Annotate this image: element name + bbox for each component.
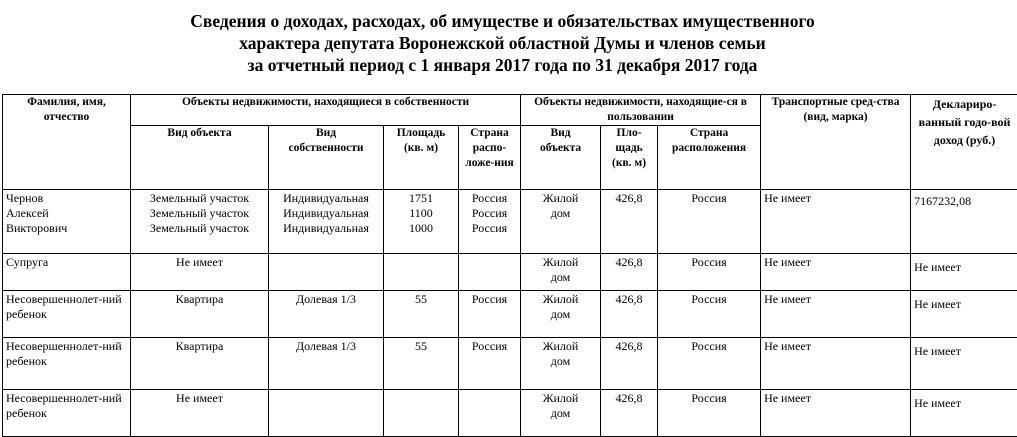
cell-name: Несовершеннолет-ний ребенок: [3, 390, 131, 437]
cell-ownership: [269, 254, 384, 291]
cell-area: [384, 254, 459, 291]
cell-transport: Не имеет: [761, 254, 911, 291]
cell-owned-type: Квартира: [131, 291, 269, 338]
cell-income: Не имеет: [911, 254, 1017, 291]
cell-income: 7167232,08: [911, 190, 1017, 254]
cell-country: Россия: [459, 291, 521, 338]
cell-ownership: Индивидуальная Индивидуальная Индивидуальная: [269, 190, 384, 254]
cell-name: Несовершеннолет-ний ребенок: [3, 338, 131, 390]
cell-name: Несовершеннолет-ний ребенок: [3, 291, 131, 338]
cell-used-type: Жилой дом: [521, 291, 601, 338]
cell-used-type: Жилой дом: [521, 390, 601, 437]
table-row: [3, 254, 1017, 291]
cell-transport: Не имеет: [761, 190, 911, 254]
header-owned-group: Объекты недвижимости, находящиеся в собственности: [131, 95, 521, 126]
cell-used-country: Россия: [658, 254, 761, 291]
cell-area: 1751 1100 1000: [384, 190, 459, 254]
cell-used-country: Россия: [658, 390, 761, 437]
cell-owned-type: Не имеет: [131, 390, 269, 437]
cell-transport: Не имеет: [761, 390, 911, 437]
cell-used-country: Россия: [658, 338, 761, 390]
cell-used-type: Жилой дом: [521, 190, 601, 254]
declaration-table: [2, 94, 1017, 437]
table-row: [3, 338, 1017, 390]
cell-transport: Не имеет: [761, 291, 911, 338]
header-fio: Фамилия, имя, отчество: [3, 95, 131, 190]
cell-transport: Не имеет: [761, 338, 911, 390]
cell-owned-type: Квартира: [131, 338, 269, 390]
title-line-2: характера депутата Воронежской областной Думы и членов семьи: [0, 32, 1005, 54]
cell-area: 55: [384, 291, 459, 338]
header-used-group: Объекты недвижимости, находящие-ся в пользовании: [521, 95, 761, 126]
cell-used-country: Россия: [658, 291, 761, 338]
cell-income: Не имеет: [911, 390, 1017, 437]
header-transport: Транспортные сред-ства (вид, марка): [761, 95, 911, 190]
cell-country: [459, 254, 521, 291]
cell-name: Чернов Алексей Викторович: [3, 190, 131, 254]
cell-used-type: Жилой дом: [521, 254, 601, 291]
cell-used-country: Россия: [658, 190, 761, 254]
header-owned-country: Страна распо-ложе-ния: [459, 126, 521, 190]
document-title: [0, 10, 1005, 76]
cell-country: Россия Россия Россия: [459, 190, 521, 254]
header-used-area: Пло-щадь (кв. м): [601, 126, 658, 190]
cell-used-area: 426,8: [601, 190, 658, 254]
cell-used-area: 426,8: [601, 338, 658, 390]
header-owned-area: Площадь (кв. м): [384, 126, 459, 190]
title-line-1: Сведения о доходах, расходах, об имуществе и обязательствах имущественного: [0, 10, 1005, 32]
cell-used-type: Жилой дом: [521, 338, 601, 390]
cell-used-area: 426,8: [601, 254, 658, 291]
cell-used-area: 426,8: [601, 291, 658, 338]
table-row: [3, 291, 1017, 338]
cell-owned-type: Не имеет: [131, 254, 269, 291]
header-used-type: Вид объекта: [521, 126, 601, 190]
cell-income: Не имеет: [911, 291, 1017, 338]
cell-area: [384, 390, 459, 437]
cell-country: Россия: [459, 338, 521, 390]
title-line-3: за отчетный период с 1 января 2017 года по 31 декабря 2017 года: [0, 54, 1005, 76]
header-income: Деклариро-ванный годо-вой доход (руб.): [911, 95, 1017, 190]
cell-used-area: 426,8: [601, 390, 658, 437]
cell-owned-type: Земельный участок Земельный участок Земельный участок: [131, 190, 269, 254]
table-row: [3, 390, 1017, 437]
cell-country: [459, 390, 521, 437]
cell-area: 55: [384, 338, 459, 390]
cell-income: Не имеет: [911, 338, 1017, 390]
cell-name: Супруга: [3, 254, 131, 291]
cell-ownership: Долевая 1/3: [269, 338, 384, 390]
header-used-country: Страна расположения: [658, 126, 761, 190]
header-owned-ownership: Вид собственности: [269, 126, 384, 190]
table-row: [3, 190, 1017, 254]
cell-ownership: [269, 390, 384, 437]
header-owned-type: Вид объекта: [131, 126, 269, 190]
cell-ownership: Долевая 1/3: [269, 291, 384, 338]
